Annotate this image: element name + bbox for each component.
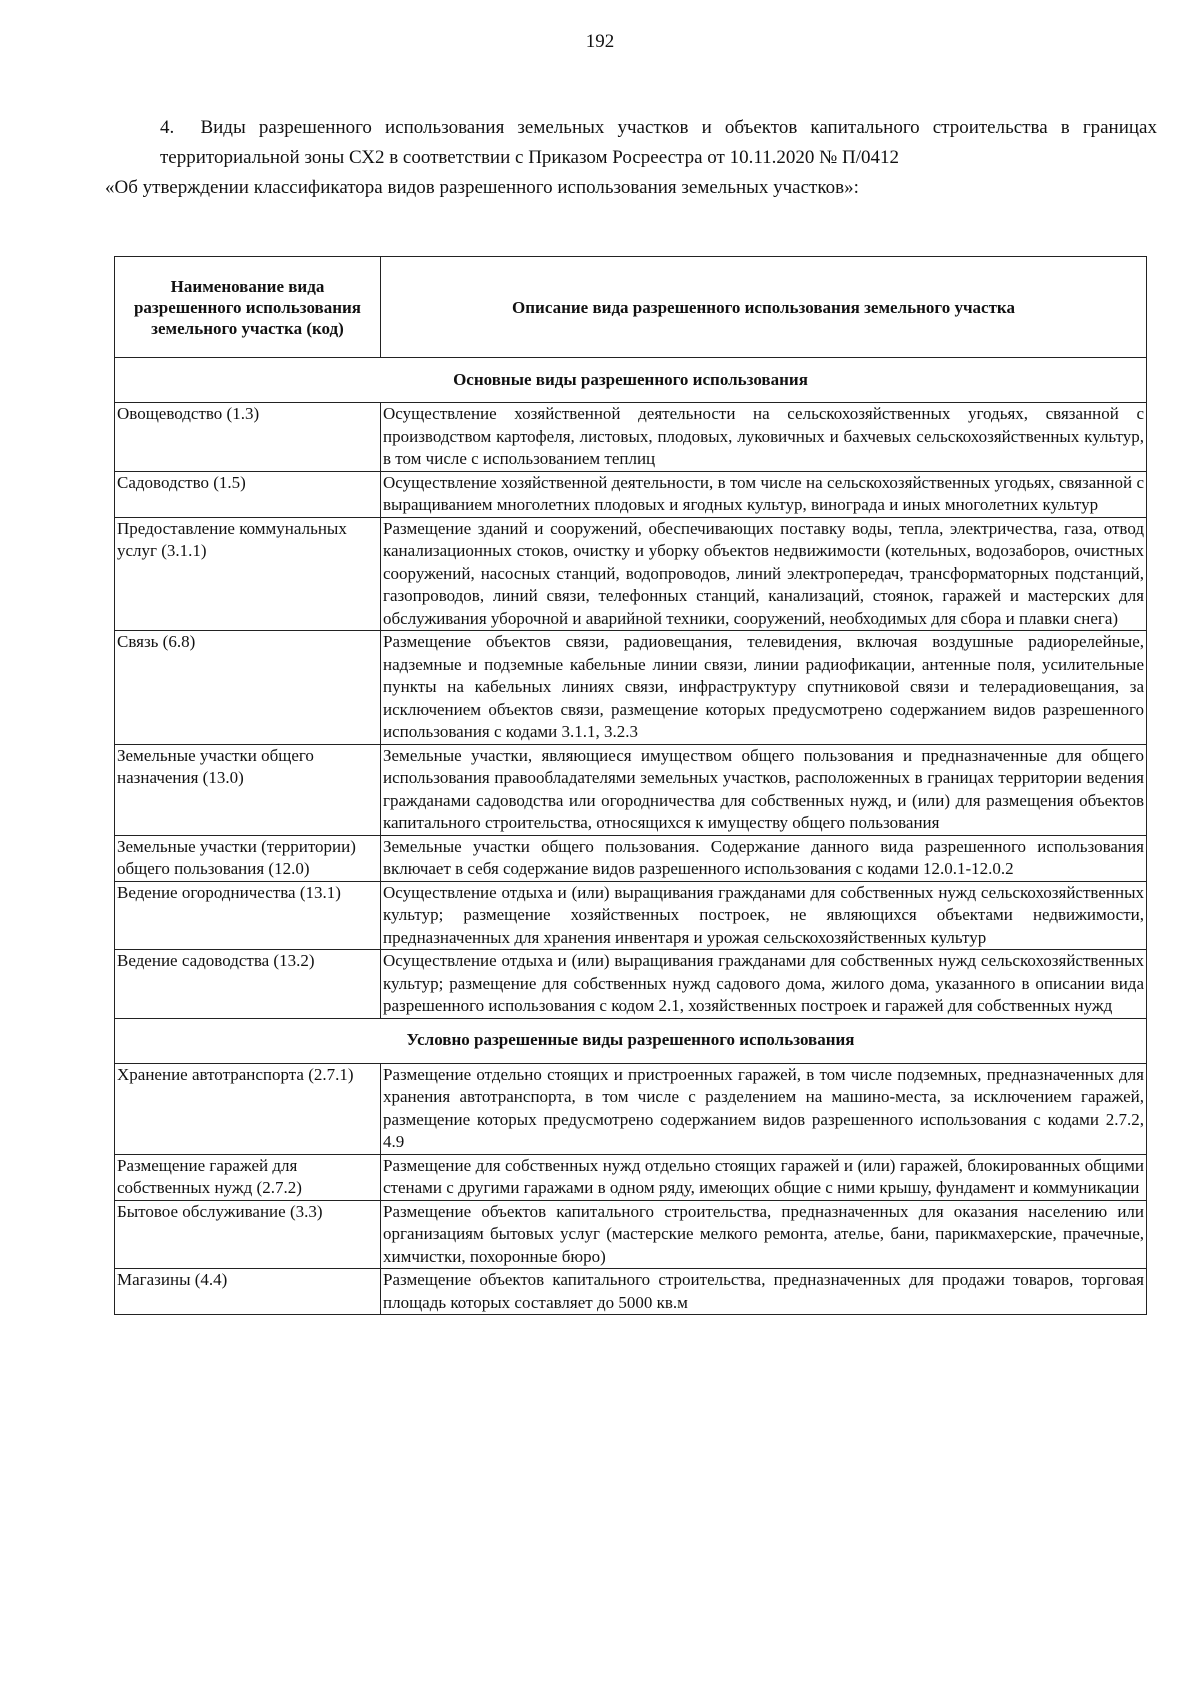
land-use-description-cell: Размещение объектов связи, радиовещания, телевидения, включая воздушные радиорелейные, надземные и подземные кабельные линии связи, линии радиофикации, антенные поля, усилительные пункты на кабельных линиях связи, инфраструктуру спутниковой связи и телерадиовещания, за исключением объектов связи, размещение которых предусмотрено содержанием видов разрешенного использования с кодами 3.1.1, 3.2.3 [381,631,1147,745]
intro-line-2: «Об утверждении классификатора видов разрешенного использования земельных участков»: [105,177,859,198]
land-use-description-cell: Размещение объектов капитального строительства, предназначенных для оказания населению или организациям бытовых услуг (мастерские мелкого ремонта, ателье, бани, парикмахерские, прачечные, химчистки, похоронные бюро) [381,1200,1147,1269]
land-use-description-cell: Размещение объектов капитального строительства, предназначенных для продажи товаров, торговая площадь которых составляет до 5000 кв.м [381,1269,1147,1315]
land-use-name-cell: Земельные участки (территории) общего пользования (12.0) [115,835,381,881]
land-use-name-cell: Связь (6.8) [115,631,381,745]
table-row [115,1154,1147,1200]
table-row [115,403,1147,472]
table-row [115,1200,1147,1269]
land-use-name-cell: Земельные участки общего назначения (13.0) [115,744,381,835]
section-title: Условно разрешенные виды разрешенного использования [115,1018,1147,1063]
land-use-description-cell: Осуществление отдыха и (или) выращивания гражданами для собственных нужд сельскохозяйственных культур; размещение хозяйственных построек, не являющихся объектами недвижимости, предназначенных для хранения инвентаря и урожая сельскохозяйственных культур [381,881,1147,950]
land-use-description-cell: Размещение зданий и сооружений, обеспечивающих поставку воды, тепла, электричества, газа, отвод канализационных стоков, очистку и уборку объектов недвижимости (котельных, водозаборов, очистных сооружений, насосных станций, водопроводов, линий электропередач, трансформаторных подстанций, газопроводов, линий связи, телефонных станций, канализаций, стоянок, гаражей и мастерских для обслуживания уборочной и аварийной техники, сооружений, необходимых для сбора и плавки снега) [381,517,1147,631]
table-row [115,744,1147,835]
table-row [115,1269,1147,1315]
table-row [115,471,1147,517]
table-row [115,1063,1147,1154]
land-use-name-cell: Предоставление коммунальных услуг (3.1.1) [115,517,381,631]
land-use-description-cell: Размещение для собственных нужд отдельно стоящих гаражей и (или) гаражей, блокированных общими стенами с другими гаражами в одном ряду, имеющих общие с ними крышу, фундамент и коммуникации [381,1154,1147,1200]
land-use-name-cell: Ведение садоводства (13.2) [115,950,381,1019]
section-row [115,1018,1147,1063]
land-use-name-cell: Овощеводство (1.3) [115,403,381,472]
land-use-description-cell: Земельные участки, являющиеся имуществом общего пользования и предназначенные для общего использования правообладателями земельных участков, расположенных в границах территории ведения гражданами садоводства или огородничества для собственных нужд, и (или) для размещения объектов капитального строительства, относящихся к имуществу общего пользования [381,744,1147,835]
table-row [115,835,1147,881]
table-row [115,631,1147,745]
land-use-description-cell: Осуществление отдыха и (или) выращивания гражданами для собственных нужд сельскохозяйственных культур; размещение для собственных нужд садового дома, жилого дома, указанного в описании вида разрешенного использования с кодом 2.1, хозяйственных построек и гаражей для собственных нужд [381,950,1147,1019]
section-title: Основные виды разрешенного использования [115,358,1147,403]
land-use-name-cell: Садоводство (1.5) [115,471,381,517]
header-description-column: Описание вида разрешенного использования земельного участка [381,257,1147,358]
land-use-description-cell: Осуществление хозяйственной деятельности на сельскохозяйственных угодьях, связанной с производством картофеля, листовых, плодовых, луковичных и бахчевых сельскохозяйственных культур, в том числе с использованием теплиц [381,403,1147,472]
land-use-name-cell: Магазины (4.4) [115,1269,381,1315]
table-row [115,881,1147,950]
land-use-description-cell: Размещение отдельно стоящих и пристроенных гаражей, в том числе подземных, предназначенных для хранения автотранспорта, в том числе с разделением на машино-места, за исключением гаражей, размещение которых предусмотрено содержанием видов разрешенного использования с кодами 2.7.2, 4.9 [381,1063,1147,1154]
intro-paragraph [105,113,1157,203]
page-number: 192 [585,31,615,52]
land-use-table [114,256,1147,1315]
table-body [115,358,1147,1315]
land-use-name-cell: Бытовое обслуживание (3.3) [115,1200,381,1269]
header-name-column: Наименование вида разрешенного использования земельного участка (код) [115,257,381,358]
land-use-description-cell: Земельные участки общего пользования. Содержание данного вида разрешенного использования включает в себя содержание видов разрешенного использования с кодами 12.0.1-12.0.2 [381,835,1147,881]
table-row [115,517,1147,631]
land-use-name-cell: Ведение огородничества (13.1) [115,881,381,950]
intro-line-1: 4. Виды разрешенного использования земельных участков и объектов капитального строительства в границах территориальной зоны СХ2 в соответствии с Приказом Росреестра от 10.11.2020 № П/0412 [160,117,1157,168]
section-row [115,358,1147,403]
table-header-row [115,257,1147,358]
land-use-name-cell: Хранение автотранспорта (2.7.1) [115,1063,381,1154]
land-use-description-cell: Осуществление хозяйственной деятельности, в том числе на сельскохозяйственных угодьях, связанной с выращиванием многолетних плодовых и ягодных культур, винограда и иных многолетних культур [381,471,1147,517]
land-use-name-cell: Размещение гаражей для собственных нужд (2.7.2) [115,1154,381,1200]
table-row [115,950,1147,1019]
